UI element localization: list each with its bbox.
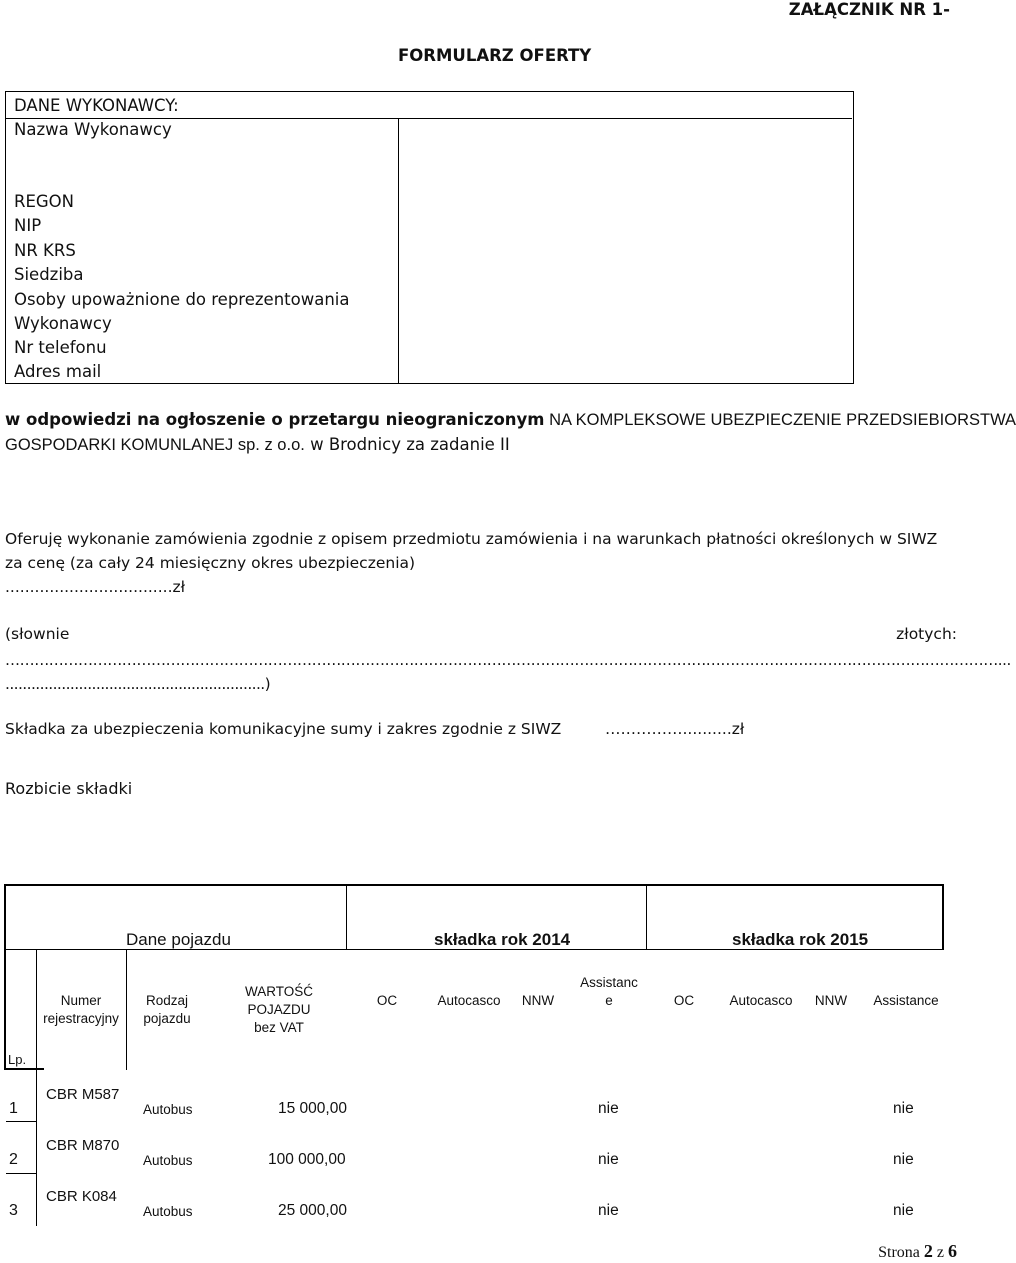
- row-assistance-2014: nie: [598, 1151, 619, 1168]
- row-rodzaj: Autobus: [143, 1204, 193, 1219]
- words-label: (słownie: [5, 625, 70, 643]
- col-header-nnw-2014: NNW: [521, 993, 555, 1008]
- offer-line-2: za cenę (za cały 24 miesięczny okres ubezpieczenia): [5, 554, 416, 572]
- row-assistance-2014: nie: [598, 1202, 619, 1219]
- row-lp: 3: [9, 1202, 18, 1219]
- page-sep: z: [932, 1244, 948, 1261]
- annex-number: ZAŁĄCZNIK NR 1-: [788, 0, 950, 19]
- col-header-assistance-2014: Assistance: [580, 975, 638, 1008]
- page-prefix: Strona: [878, 1244, 924, 1261]
- col-header-ac-2014: Autocasco: [437, 993, 501, 1008]
- contractor-name-label: Nazwa Wykonawcy: [14, 120, 172, 139]
- row-numer: CBR M587: [46, 1086, 120, 1103]
- words-unit: złotych:: [896, 625, 957, 643]
- col-header-lp: Lp.: [8, 1052, 27, 1067]
- group-2014-header: składka rok 2014: [434, 930, 571, 949]
- form-title: FORMULARZ OFERTY: [398, 46, 592, 65]
- breakdown-label: Rozbicie składki: [5, 779, 133, 798]
- tender-line-1: [5, 410, 1016, 430]
- page-number: [878, 1241, 957, 1262]
- col-header-nnw-2015: NNW: [814, 993, 848, 1008]
- field-representatives: Osoby upoważnione do reprezentowania: [14, 290, 350, 309]
- row-assistance-2014: nie: [598, 1100, 619, 1117]
- row-rodzaj: Autobus: [143, 1102, 193, 1117]
- row-numer: CBR K084: [46, 1188, 117, 1205]
- row-rodzaj: Autobus: [143, 1153, 193, 1168]
- premium-label: Składka za ubezpieczenia komunikacyjne sumy i zakres zgodnie z SIWZ: [5, 720, 562, 738]
- row-assistance-2015: nie: [893, 1100, 914, 1117]
- tender-caps-text-2: GOSPODARKI KOMUNLANEJ sp. z o.o.: [5, 436, 305, 454]
- group-vehicle-header: Dane pojazdu: [126, 930, 231, 949]
- tender-bold-text: w odpowiedzi na ogłoszenie o przetargu nieograniczonym: [5, 410, 545, 429]
- row-lp: 2: [9, 1151, 18, 1168]
- field-email: Adres mail: [14, 362, 102, 381]
- page-current: 2: [923, 1241, 933, 1261]
- row-wartosc: 15 000,00: [278, 1100, 347, 1117]
- field-seat: Siedziba: [14, 265, 84, 284]
- contractor-heading: DANE WYKONAWCY:: [14, 96, 179, 115]
- row-wartosc: 25 000,00: [278, 1202, 347, 1219]
- col-header-wartosc: WARTOŚĆ POJAZDU bez VAT: [244, 984, 313, 1035]
- field-representatives-cont: Wykonawcy: [14, 314, 112, 333]
- col-header-rodzaj: Rodzaj pojazdu: [143, 993, 191, 1026]
- row-lp: 1: [9, 1100, 18, 1117]
- col-header-oc-2015: OC: [673, 993, 695, 1008]
- row-assistance-2015: nie: [893, 1151, 914, 1168]
- price-field[interactable]: ..................................zł: [5, 578, 186, 596]
- premium-value[interactable]: ……………..........zł: [605, 720, 745, 738]
- col-header-ac-2015: Autocasco: [729, 993, 793, 1008]
- words-dots-line[interactable]: ……………………………………………………………………………………………………………………………………………………………………………………...: [5, 651, 1011, 669]
- page-total: 6: [948, 1241, 957, 1261]
- col-header-assistance-2015: Assistance: [873, 993, 939, 1008]
- tender-line-2: [5, 435, 510, 455]
- col-header-numer: Numer rejestracyjny: [43, 993, 119, 1026]
- group-2015-header: składka rok 2015: [732, 930, 869, 949]
- words-dots-close[interactable]: ............................................................): [5, 675, 271, 693]
- row-assistance-2015: nie: [893, 1202, 914, 1219]
- tender-caps-text: NA KOMPLEKSOWE UBEZPIECZENIE PRZEDSIEBIORSTWA: [544, 411, 1016, 429]
- field-krs: NR KRS: [14, 241, 76, 260]
- row-wartosc: 100 000,00: [268, 1151, 346, 1168]
- field-regon: REGON: [14, 192, 75, 211]
- tender-rest-text: w Brodnicy za zadanie II: [304, 435, 510, 454]
- offer-line-1: Oferuję wykonanie zamówienia zgodnie z opisem przedmiotu zamówienia i na warunkach płatności określonych w SIWZ: [5, 530, 938, 548]
- col-header-oc-2014: OC: [376, 993, 398, 1008]
- field-phone: Nr telefonu: [14, 338, 107, 357]
- row-numer: CBR M870: [46, 1137, 120, 1154]
- field-nip: NIP: [14, 216, 42, 235]
